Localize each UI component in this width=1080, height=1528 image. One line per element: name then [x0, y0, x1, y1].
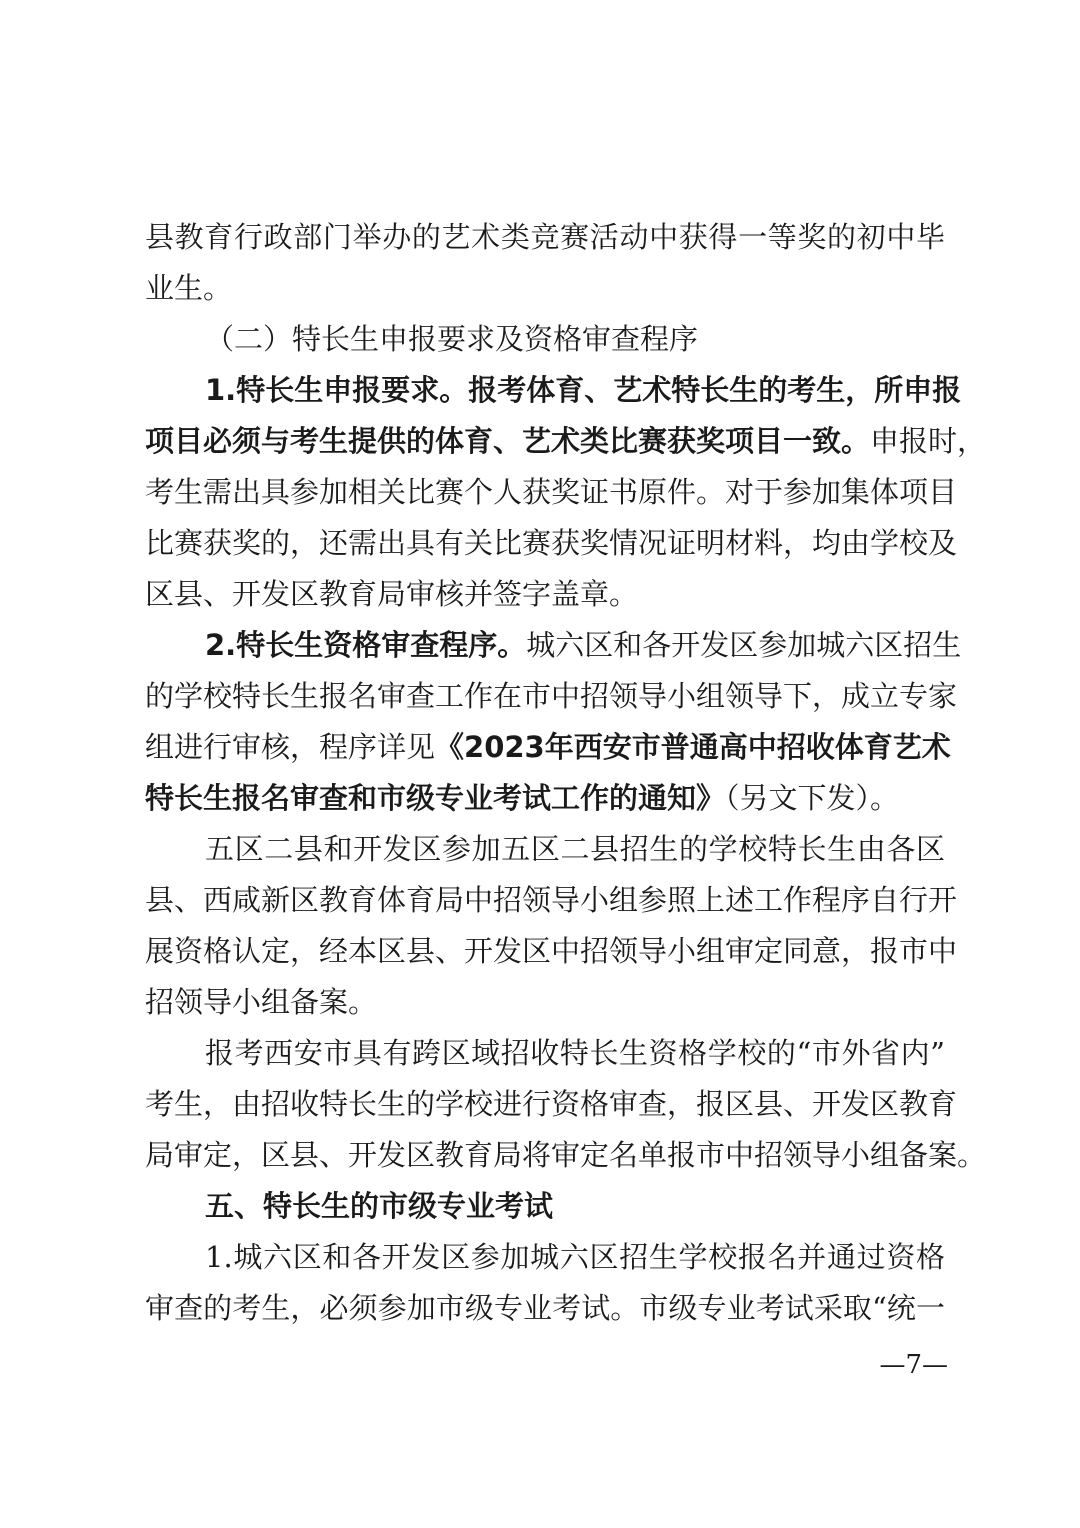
- body-text: 局审定，区县、开发区教育局将审定名单报市中招领导小组备案。: [145, 1138, 987, 1172]
- text-line: [205, 370, 962, 410]
- body-text: （另文下发）。: [725, 781, 900, 815]
- body-text: 五区二县和开发区参加五区二县招生的学校特长生由各区: [205, 832, 945, 866]
- text-line: [145, 982, 945, 1022]
- text-line: [145, 217, 945, 257]
- text-line: [145, 421, 987, 461]
- text-line: [145, 472, 958, 512]
- body-text: 比赛获奖的，还需出具有关比赛获奖情况证明材料，均由学校及: [145, 526, 958, 560]
- text-line: [145, 574, 945, 614]
- text-line: [205, 1237, 945, 1277]
- page-number: —7—: [879, 1350, 948, 1380]
- text-line: [205, 1033, 945, 1073]
- body-text: 业生。: [145, 271, 233, 305]
- text-line: [145, 1084, 958, 1124]
- bold-text: 五、特长生的市级专业考试: [205, 1189, 554, 1223]
- body-text: 城六区和各开发区参加城六区招生: [526, 628, 962, 662]
- body-text: 报考西安市具有跨区域招收特长生资格学校的“市外省内”: [205, 1036, 945, 1070]
- text-line: [145, 778, 945, 818]
- body-text: 组进行审核，程序详见: [145, 730, 436, 764]
- text-line: [145, 727, 951, 767]
- text-line: [145, 931, 958, 971]
- body-text: 展资格认定，经本区县、开发区中招领导小组审定同意，报市中: [145, 934, 958, 968]
- text-line: [145, 880, 958, 920]
- body-text: 考生，由招收特长生的学校进行资格审查，报区县、开发区教育: [145, 1087, 958, 1121]
- body-text: 招领导小组备案。: [145, 985, 378, 1019]
- body-text: 申报时，: [870, 424, 987, 458]
- text-line: [145, 1288, 945, 1328]
- body-text: 考生需出具参加相关比赛个人获奖证书原件。对于参加集体项目: [145, 475, 958, 509]
- body-text: （二）特长生申报要求及资格审查程序: [205, 322, 699, 356]
- bold-text: 2.特长生资格审查程序。: [205, 628, 527, 662]
- text-line: [145, 523, 958, 563]
- body-text: 1.城六区和各开发区参加城六区招生学校报名并通过资格: [205, 1240, 945, 1274]
- text-line: [145, 676, 958, 716]
- text-line: [205, 625, 962, 665]
- bold-text: 1.特长生申报要求。报考体育、艺术特长生的考生，所申报: [205, 373, 962, 407]
- body-text: 的学校特长生报名审查工作在市中招领导小组领导下，成立专家: [145, 679, 958, 713]
- body-text: 县教育行政部门举办的艺术类竞赛活动中获得一等奖的初中毕: [145, 220, 945, 254]
- bold-text: 《2023年西安市普通高中招收体育艺术: [435, 730, 951, 764]
- text-line: [205, 1186, 945, 1226]
- text-line: [145, 1135, 987, 1175]
- text-line: [205, 319, 945, 359]
- bold-text: 项目必须与考生提供的体育、艺术类比赛获奖项目一致。: [145, 424, 871, 458]
- body-text: 审查的考生，必须参加市级专业考试。市级专业考试采取“统一: [145, 1291, 945, 1325]
- text-line: [205, 829, 945, 869]
- text-line: [145, 268, 945, 308]
- body-text: 县、西咸新区教育体育局中招领导小组参照上述工作程序自行开: [145, 883, 958, 917]
- bold-text: 特长生报名审查和市级专业考试工作的通知》: [145, 781, 726, 815]
- body-text: 区县、开发区教育局审核并签字盖章。: [145, 577, 639, 611]
